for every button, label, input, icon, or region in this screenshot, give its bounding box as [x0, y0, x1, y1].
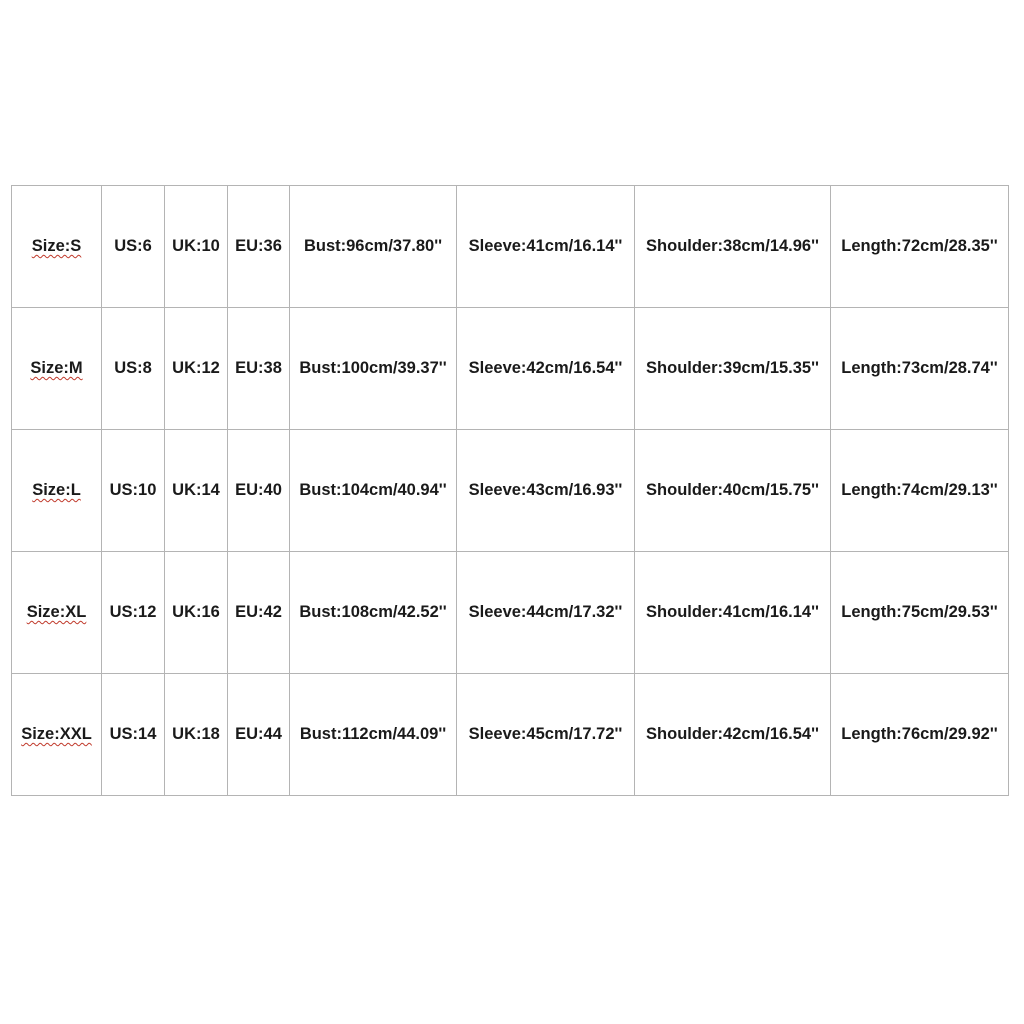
length-cell: Length:76cm/29.92''	[831, 674, 1009, 796]
uk-size-cell: UK:18	[165, 674, 228, 796]
eu-size-cell: EU:36	[228, 186, 290, 308]
us-size-cell: US:14	[102, 674, 165, 796]
shoulder-cell: Shoulder:42cm/16.54''	[635, 674, 831, 796]
length-cell: Length:72cm/28.35''	[831, 186, 1009, 308]
size-cell	[12, 552, 102, 674]
us-size-cell: US:8	[102, 308, 165, 430]
size-label: Size:XL	[26, 603, 87, 621]
us-size-cell: US:6	[102, 186, 165, 308]
table-row	[12, 552, 1009, 674]
bust-cell: Bust:112cm/44.09''	[290, 674, 457, 796]
size-label: Size:L	[32, 481, 81, 499]
length-cell: Length:73cm/28.74''	[831, 308, 1009, 430]
size-cell	[12, 308, 102, 430]
uk-size-cell: UK:16	[165, 552, 228, 674]
size-chart-table	[11, 185, 1009, 796]
size-cell	[12, 430, 102, 552]
length-cell: Length:74cm/29.13''	[831, 430, 1009, 552]
size-cell	[12, 186, 102, 308]
eu-size-cell: EU:42	[228, 552, 290, 674]
sleeve-cell: Sleeve:41cm/16.14''	[457, 186, 635, 308]
bust-cell: Bust:108cm/42.52''	[290, 552, 457, 674]
sleeve-cell: Sleeve:43cm/16.93''	[457, 430, 635, 552]
size-cell	[12, 674, 102, 796]
sleeve-cell: Sleeve:44cm/17.32''	[457, 552, 635, 674]
us-size-cell: US:10	[102, 430, 165, 552]
size-label: Size:S	[31, 237, 82, 255]
us-size-cell: US:12	[102, 552, 165, 674]
table-row	[12, 674, 1009, 796]
shoulder-cell: Shoulder:38cm/14.96''	[635, 186, 831, 308]
length-cell: Length:75cm/29.53''	[831, 552, 1009, 674]
eu-size-cell: EU:40	[228, 430, 290, 552]
bust-cell: Bust:104cm/40.94''	[290, 430, 457, 552]
table-row	[12, 308, 1009, 430]
shoulder-cell: Shoulder:41cm/16.14''	[635, 552, 831, 674]
shoulder-cell: Shoulder:40cm/15.75''	[635, 430, 831, 552]
table-row	[12, 430, 1009, 552]
size-label: Size:XXL	[21, 725, 92, 743]
uk-size-cell: UK:10	[165, 186, 228, 308]
bust-cell: Bust:100cm/39.37''	[290, 308, 457, 430]
eu-size-cell: EU:38	[228, 308, 290, 430]
table-row	[12, 186, 1009, 308]
shoulder-cell: Shoulder:39cm/15.35''	[635, 308, 831, 430]
sleeve-cell: Sleeve:42cm/16.54''	[457, 308, 635, 430]
eu-size-cell: EU:44	[228, 674, 290, 796]
bust-cell: Bust:96cm/37.80''	[290, 186, 457, 308]
sleeve-cell: Sleeve:45cm/17.72''	[457, 674, 635, 796]
size-label: Size:M	[30, 359, 83, 377]
uk-size-cell: UK:14	[165, 430, 228, 552]
uk-size-cell: UK:12	[165, 308, 228, 430]
